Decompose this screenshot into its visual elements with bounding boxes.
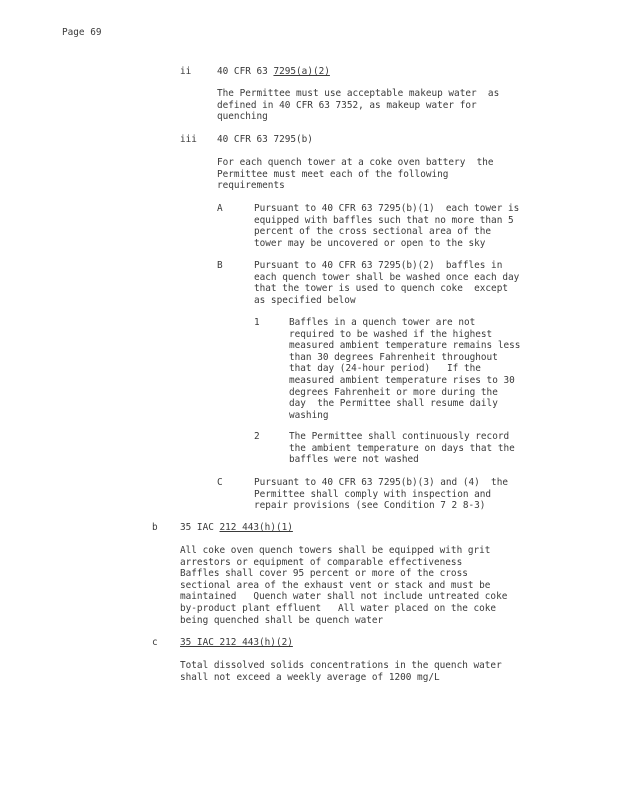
item-ii-marker: ii bbox=[180, 66, 192, 77]
item-C-body: Pursuant to 40 CFR 63 7295(b)(3) and (4) the Permittee shall comply with inspection and repair provisions (see Condition 7 2 8-3) bbox=[254, 477, 508, 512]
item-b-body: All coke oven quench towers shall be equipped with grit arrestors or equipment of comparable effectiveness Baffles shall cover 95 percent or more of the cross sectional area of the exhaust vent or stack and must be maintained Quench water shall not include untreated coke by-product plant effluent All water placed on the coke being quenched shall be quench water bbox=[180, 545, 508, 626]
item-A-marker: A bbox=[217, 203, 223, 214]
item-1-marker: 1 bbox=[254, 317, 260, 328]
item-c-heading: 35 IAC 212 443(h)(2) bbox=[180, 637, 293, 648]
item-iii-body: For each quench tower at a coke oven battery the Permittee must meet each of the following requirements bbox=[217, 157, 494, 192]
item-1-body: Baffles in a quench tower are not required to be washed if the highest measured ambient temperature remains less than 30 degrees Fahrenheit throughout that day (24-hour period) If the measured ambient temperature rises to 30 degrees Fahrenheit or more during the day the Permittee shall resume daily washing bbox=[289, 317, 521, 421]
item-B-marker: B bbox=[217, 260, 223, 271]
item-ii-heading bbox=[217, 66, 330, 78]
item-b-marker: b bbox=[152, 522, 158, 533]
item-B-body: Pursuant to 40 CFR 63 7295(b)(2) baffles in each quench tower shall be washed once each day that the tower is used to quench coke except as specified below bbox=[254, 260, 520, 306]
item-ii-heading-link: 7295(a)(2) bbox=[273, 66, 330, 77]
page-number: Page 69 bbox=[62, 27, 102, 38]
item-2-body: The Permittee shall continuously record the ambient temperature on days that the baffles were not washed bbox=[289, 431, 515, 466]
item-ii-body: The Permittee must use acceptable makeup water as defined in 40 CFR 63 7352, as makeup water for quenching bbox=[217, 88, 500, 123]
item-A-body: Pursuant to 40 CFR 63 7295(b)(1) each tower is equipped with baffles such that no more than 5 percent of the cross sectional area of the tower may be uncovered or open to the sky bbox=[254, 203, 520, 249]
item-c-marker: c bbox=[152, 637, 158, 648]
item-iii-heading: 40 CFR 63 7295(b) bbox=[217, 134, 313, 145]
item-b-heading-plain: 35 IAC bbox=[180, 522, 220, 533]
item-2-marker: 2 bbox=[254, 431, 260, 442]
item-C-marker: C bbox=[217, 477, 223, 488]
item-c-body: Total dissolved solids concentrations in the quench water shall not exceed a weekly average of 1200 mg/L bbox=[180, 660, 502, 683]
item-ii-heading-plain: 40 CFR 63 bbox=[217, 66, 274, 77]
item-b-heading bbox=[180, 522, 293, 534]
item-iii-marker: iii bbox=[180, 134, 197, 145]
item-b-heading-link: 212 443(h)(1) bbox=[219, 522, 293, 533]
